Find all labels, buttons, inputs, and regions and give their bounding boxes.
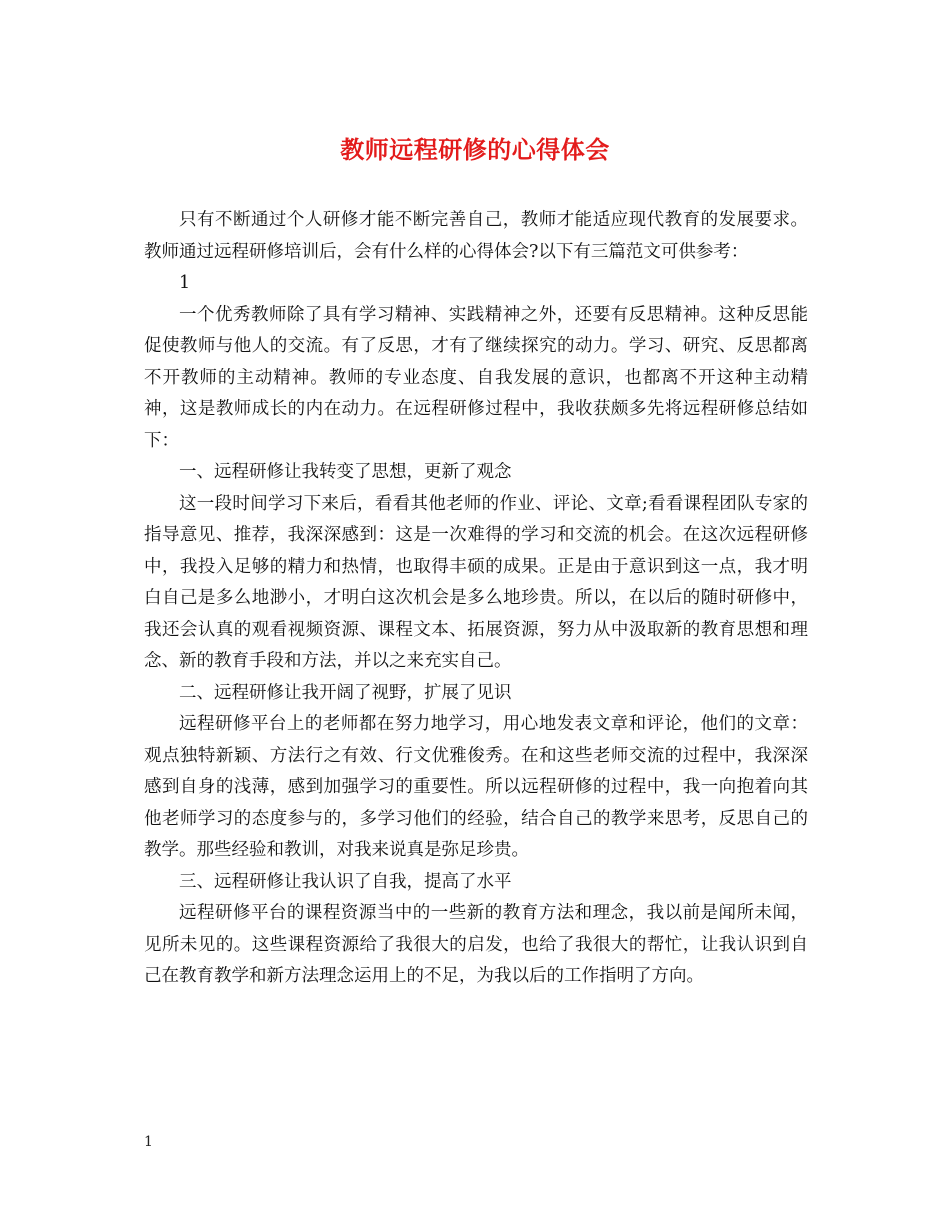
document-title: 教师远程研修的心得体会 (340, 135, 610, 164)
paragraph-section-3: 远程研修平台的课程资源当中的一些新的教育方法和理念，我以前是闻所未闻，见所未见的。这些课程资源给了我很大的启发，也给了我很大的帮忙，让我认识到自己在教育教学和新方法理念运用上的不足，为我以后的工作指明了方向。 (144, 903, 808, 986)
paragraph-essay-number: 1 (179, 273, 191, 293)
section-heading-3: 三、远程研修让我认识了自我，提高了水平 (179, 871, 512, 892)
section-heading-2: 二、远程研修让我开阔了视野，扩展了见识 (179, 682, 512, 703)
paragraph-reflection: 一个优秀教师除了具有学习精神、实践精神之外，还要有反思精神。这种反思能促使教师与他人的交流。有了反思，才有了继续探究的动力。学习、研究、反思都离不开教师的主动精神。教师的专业态度、自我发展的意识，也都离不开这种主动精神，这是教师成长的内在动力。在远程研修过程中，我收获颇多先将远程研修总结如下： (144, 304, 808, 451)
paragraph-section-1: 这一段时间学习下来后，看看其他老师的作业、评论、文章;看看课程团队专家的指导意见、推荐，我深深感到：这是一次难得的学习和交流的机会。在这次远程研修中，我投入足够的精力和热情，也取得丰硕的成果。正是由于意识到这一点，我才明白自己是多么地渺小，才明白这次机会是多么地珍贵。所以，在以后的随时研修中，我还会认真的观看视频资源、课程文本、拓展资源，努力从中汲取新的教育思想和理念、新的教育手段和方法，并以之来充实自己。 (144, 493, 808, 671)
page-number: 1 (144, 1134, 153, 1150)
paragraph-section-2: 远程研修平台上的老师都在努力地学习，用心地发表文章和评论，他们的文章：观点独特新颖、方法行之有效、行文优雅俊秀。在和这些老师交流的过程中，我深深感到自身的浅薄，感到加强学习的重要性。所以远程研修的过程中，我一向抱着向其他老师学习的态度参与的，多学习他们的经验，结合自己的教学来思考，反思自己的教学。那些经验和教训，对我来说真是弥足珍贵。 (144, 714, 808, 860)
document-body (144, 205, 808, 993)
paragraph-intro: 只有不断通过个人研修才能不断完善自己，教师才能适应现代教育的发展要求。教师通过远程研修培训后，会有什么样的心得体会?以下有三篇范文可供参考： (144, 210, 808, 262)
section-heading-1: 一、远程研修让我转变了思想，更新了观念 (179, 462, 512, 482)
